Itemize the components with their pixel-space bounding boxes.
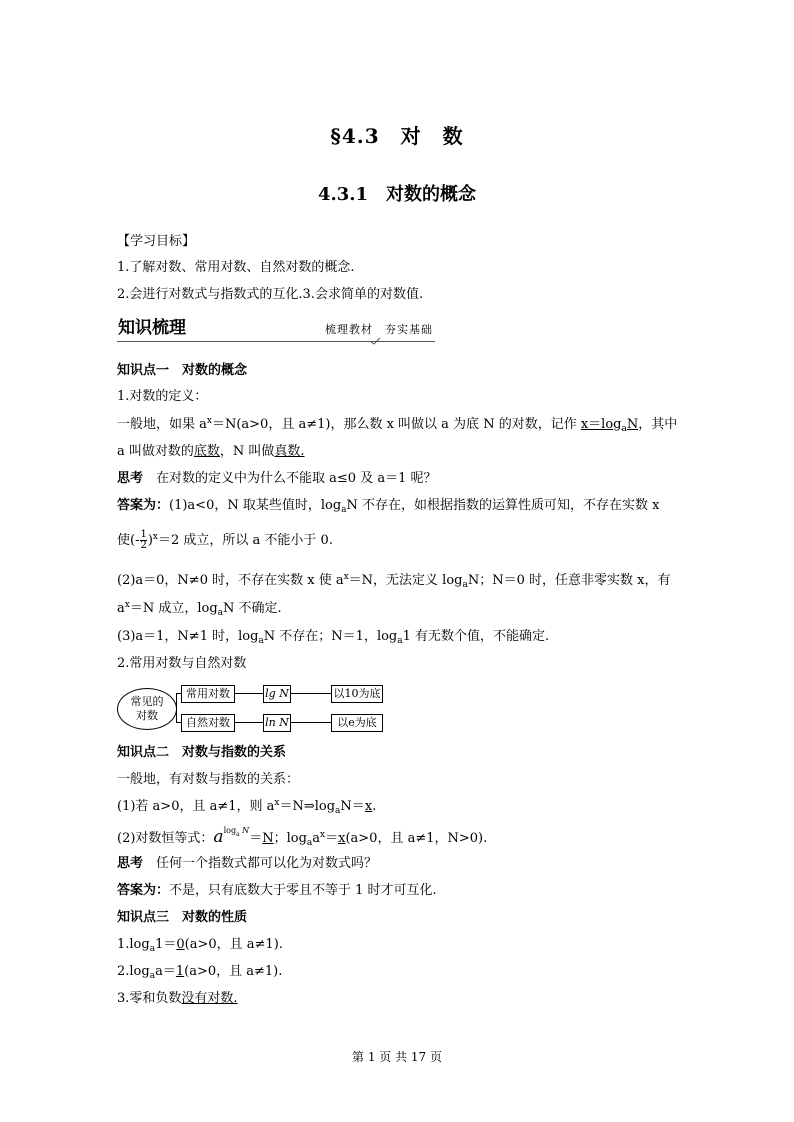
diagram-r1-box-a: 常用对数 <box>181 685 235 703</box>
goals-header: 【学习目标】 <box>117 234 196 249</box>
banner-chevron-icon <box>370 337 384 345</box>
diagram-r1-box-b: lg N <box>263 685 291 703</box>
kp1-heading: 知识点一 对数的概念 <box>117 363 248 378</box>
kp1-def-line2: a 叫做对数的底数，N 叫做真数. <box>117 444 305 459</box>
kp2-intro: 一般地，有对数与指数的关系： <box>117 772 300 787</box>
kp3-property-1: $1.\log_a1=0(a>0$，且 a≠1). <box>117 937 283 954</box>
kp2-line-2: (2)对数恒等式：$a^{log_a N}=N$；$\log_aa^x=x(a>0$，且 a≠1，N>0). <box>117 826 488 848</box>
diagram-r2-link-1 <box>235 722 263 723</box>
goal-line-2: 2.会进行对数式与指数式的互化.3.会求简单的对数值. <box>117 287 424 302</box>
diagram-r1-box-c: 以10为底 <box>331 685 383 703</box>
kp3-property-3: 3.零和负数没有对数. <box>117 991 238 1006</box>
kp1-think: 思考 在对数的定义中为什么不能取 a≤0 及 a＝1 呢？ <box>117 471 437 486</box>
kp1-answer-1: 答案为：(1)a<0，N 取某些值时，$\log_aN$ 不存在，如根据指数的运算性质可知，不存在实数 x <box>117 498 660 515</box>
diagram-r2-link-2 <box>291 722 331 723</box>
kp3-property-2: $2.\log_aa=1(a>0$，且 a≠1). <box>117 964 283 981</box>
kp2-answer: 答案为：不是，只有底数大于零且不等于 1 时才可互化. <box>117 883 437 898</box>
diagram-r1-link-2 <box>291 693 331 694</box>
page-footer: 第 1 页 共 17 页 <box>352 1050 442 1064</box>
banner-underline <box>117 341 435 342</box>
diagram-root: 常见的 对数 <box>117 688 177 730</box>
kp1-answer-1b: 使(- $\frac{1}{2}$ )$^x$＝2 成立，所以 a 不能小于 0. <box>117 529 333 551</box>
diagram-vertical-connector <box>176 693 177 723</box>
diagram-r2-box-a: 自然对数 <box>181 714 235 732</box>
diagram-r2-box-c: 以e为底 <box>331 714 383 732</box>
kp1-answer-3: (3)a＝1，N≠1 时，$\log_aN$ 不存在；N＝1，$\log_a1$ 有无数个值，不能确定. <box>117 629 550 646</box>
kp1-def-title: 1.对数的定义： <box>117 389 208 404</box>
subsection-title: 4.3.1 对数的概念 <box>317 184 477 205</box>
kp1-answer-2b: $a^x=N$ 成立，$\log_aN$ 不确定. <box>117 600 282 618</box>
section-title: §4.3 对 数 <box>330 124 464 148</box>
banner-title: 知识梳理 <box>118 318 186 338</box>
kp1-def-line1: 一般地，如果 $a^x=N(a>0$，且 a≠1)，那么数 x 叫做以 a 为底 N 的对数，记作 $x=\log_aN$，其中 <box>117 416 678 434</box>
kp2-line-1: (1)若 a>0，且 a≠1，则 $a^x=N\Rightarrow\log_aN=x$. <box>117 798 377 816</box>
kp2-think: 思考 任何一个指数式都可以化为对数式吗？ <box>117 856 378 871</box>
diagram-r1-link-1 <box>235 693 263 694</box>
banner-subtitle: 梳理教材 夯实基础 <box>325 323 433 336</box>
diagram-r2-box-b: ln N <box>263 714 291 732</box>
kp1-answer-2: (2)a＝0，N≠0 时，不存在实数 x 使 $a^x=N$，无法定义 $\log_aN$；N＝0 时，任意非零实数 x，有 <box>117 572 671 590</box>
kp2-heading: 知识点二 对数与指数的关系 <box>117 745 287 760</box>
goal-line-1: 1.了解对数、常用对数、自然对数的概念. <box>117 260 355 275</box>
kp1-common-title: 2.常用对数与自然对数 <box>117 656 247 671</box>
kp3-heading: 知识点三 对数的性质 <box>117 910 248 925</box>
